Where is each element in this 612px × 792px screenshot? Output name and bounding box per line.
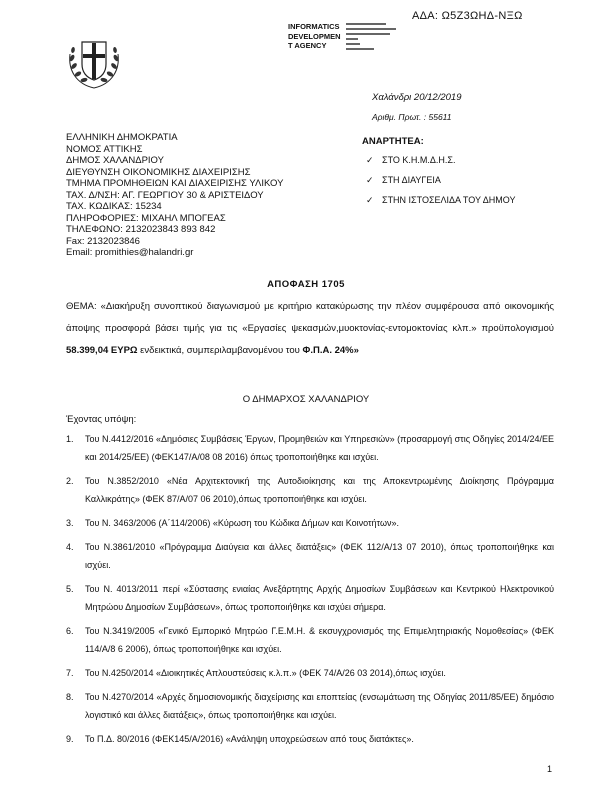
subject-amount: 58.399,04 ΕΥΡΩ [66,345,138,356]
ida-logo-line: T AGENCY [288,41,327,50]
sender-email: Email: promithies@halandri.gr [66,247,194,258]
sender-line: ΤΜΗΜΑ ΠΡΟΜΗΘΕΙΩΝ ΚΑΙ ΔΙΑΧΕΙΡΙΣΗΣ ΥΛΙΚΟΥ [66,178,284,189]
list-item: 1. Του Ν.4412/2016 «Δημόσιες Συμβάσεις Έργων, Προμηθειών και Υπηρεσιών» (προσαρμογή στις Οδηγίες 2014/24/ΕΕ και 2014/25/ΕΕ) (ΦΕΚ147/Α/08 08 2016) όπως τροποποιήθηκε και ισχύει. [66,434,554,462]
posting-title: ΑΝΑΡΤΗΤΕΑ: [362,136,424,147]
sender-line: ΤΗΛΕΦΩΝΟ: 2132023843 893 842 [66,224,216,235]
decision-title: ΑΠΟΦΑΣΗ 1705 [267,279,345,290]
subject-paragraph: ΘΕΜΑ: «Διακήρυξη συνοπτικού διαγωνισμού με κριτήριο κατακύρωσης την πλέον συμφέρουσα από οικονομικής άποψης προσφορά βάσει τιμής για τις «Εργασίες ψεκασμών,μυοκτονίας-εντομοκτονίας κλπ.» προϋπολογισμού 58.399,04 ΕΥΡΩ ενδεικτικά, συμπεριλαμβανομένου του Φ.Π.Α. 24%» [66,301,554,356]
list-item: 9. Το Π.Δ. 80/2016 (ΦΕΚ145/Α/2016) «Ανάληψη υποχρεώσεων από τους διατάκτες». [66,734,414,744]
sender-line: ΤΑΧ. Δ/ΝΣΗ: ΑΓ. ΓΕΩΡΓΙΟΥ 30 & ΑΡΙΣΤΕΙΔΟΥ [66,189,264,201]
posting-item: ✓ ΣΤΗ ΔΙΑΥΓΕΙΑ [366,175,441,185]
sender-line: ΠΛΗΡΟΦΟΡΙΕΣ: ΜΙΧΑΗΛ ΜΠΟΓΕΑΣ [66,212,226,224]
posting-item: ✓ ΣΤΟ Κ.Η.Μ.Δ.Η.Σ. [366,155,456,165]
considerations-intro: Έχοντας υπόψη: [66,414,137,425]
sender-line: ΔΗΜΟΣ ΧΑΛΑΝΔΡΙΟΥ [66,155,164,166]
sender-line: ΕΛΛΗΝΙΚΗ ΔΗΜΟΚΡΑΤΙΑ [66,132,178,143]
posting-item: ✓ ΣΤΗΝ ΙΣΤΟΣΕΛΙΔΑ ΤΟΥ ΔΗΜΟΥ [366,195,516,205]
checkmark-icon: ✓ [366,195,374,205]
posting-list [366,155,516,215]
ida-logo-text [288,22,346,51]
mayor-heading: Ο ΔΗΜΑΡΧΟΣ ΧΑΛΑΝΔΡΙΟΥ [242,394,370,405]
sender-line: ΤΑΧ. ΚΩΔΙΚΑΣ: 15234 [66,201,162,212]
list-item: 5. Του Ν. 4013/2011 περί «Σύστασης ενιαίας Ανεξάρτητης Αρχής Δημοσίων Συμβάσεων και Κεντρικού Ηλεκτρονικού Μητρώου Δημοσίων Συμβάσεων», όπως τροποποιήθηκε και ισχύει σήμερα. [66,584,554,612]
list-item: 4. Του Ν.3861/2010 «Πρόγραμμα Διαύγεια και άλλες διατάξεις» (ΦΕΚ 112/Α/13 07 2010), όπως τροποποιήθηκε και ισχύει. [66,542,554,570]
considerations-list [66,430,554,754]
ida-logo-line: DEVELOPMEN [288,31,341,41]
list-item: 2. Του Ν.3852/2010 «Νέα Αρχιτεκτονική της Αυτοδιοίκησης και της Αποκεντρωμένης Διοίκησης Πρόγραμμα Καλλικράτης» (ΦΕΚ 87/Α/07 06 2010),όπως τροποποιήθηκε και ισχύει. [66,476,554,504]
checkmark-icon: ✓ [366,155,374,165]
list-item: 7. Του Ν.4250/2014 «Διοικητικές Απλουστεύσεις κ.λ.π.» (ΦΕΚ 74/Α/26 03 2014),όπως ισχύει. [66,668,446,678]
document-date: Χαλάνδρι 20/12/2019 [372,92,462,103]
checkmark-icon: ✓ [366,175,374,185]
sender-line: Fax: 2132023846 [66,235,140,247]
greek-emblem-icon [64,28,124,94]
ada-code: ΑΔΑ: Ω5Ζ3ΩΗΔ-ΝΞΩ [412,10,523,22]
list-item: 8. Του Ν.4270/2014 «Αρχές δημοσιονομικής διαχείρισης και εποπτείας (ενσωμάτωση της Οδηγίας 2011/85/ΕΕ) δημόσιο λογιστικό και άλλες διατάξεις», όπως τροποποιήθηκε και ισχύει. [66,692,554,720]
protocol-number: Αριθμ. Πρωτ. : 55611 [372,112,452,122]
list-item: 3. Του Ν. 3463/2006 (Α΄114/2006) «Κύρωση του Κώδικα Δήμων και Κοινοτήτων». [66,518,399,528]
sender-block [66,132,283,259]
sender-line: ΝΟΜΟΣ ΑΤΤΙΚΗΣ [66,143,143,155]
ida-logo-line: INFORMATICS [288,22,340,31]
list-item: 6. Του Ν.3419/2005 «Γενικό Εμπορικό Μητρώο Γ.Ε.Μ.Η. & εκσυγχρονισμός της Επιμελητηριακής Νομοθεσίας» (ΦΕΚ 114/Α/8 6 2006), όπως τροποποιήθηκε και ισχύει. [66,626,554,654]
ida-logo-fine-print [346,22,406,57]
page-number: 1 [547,764,553,774]
subject-vat: Φ.Π.Α. 24%» [302,345,359,356]
sender-line: ΔΙΕΥΘΥΝΣΗ ΟΙΚΟΝΟΜΙΚΗΣ ΔΙΑΧΕΙΡΙΣΗΣ [66,166,251,178]
